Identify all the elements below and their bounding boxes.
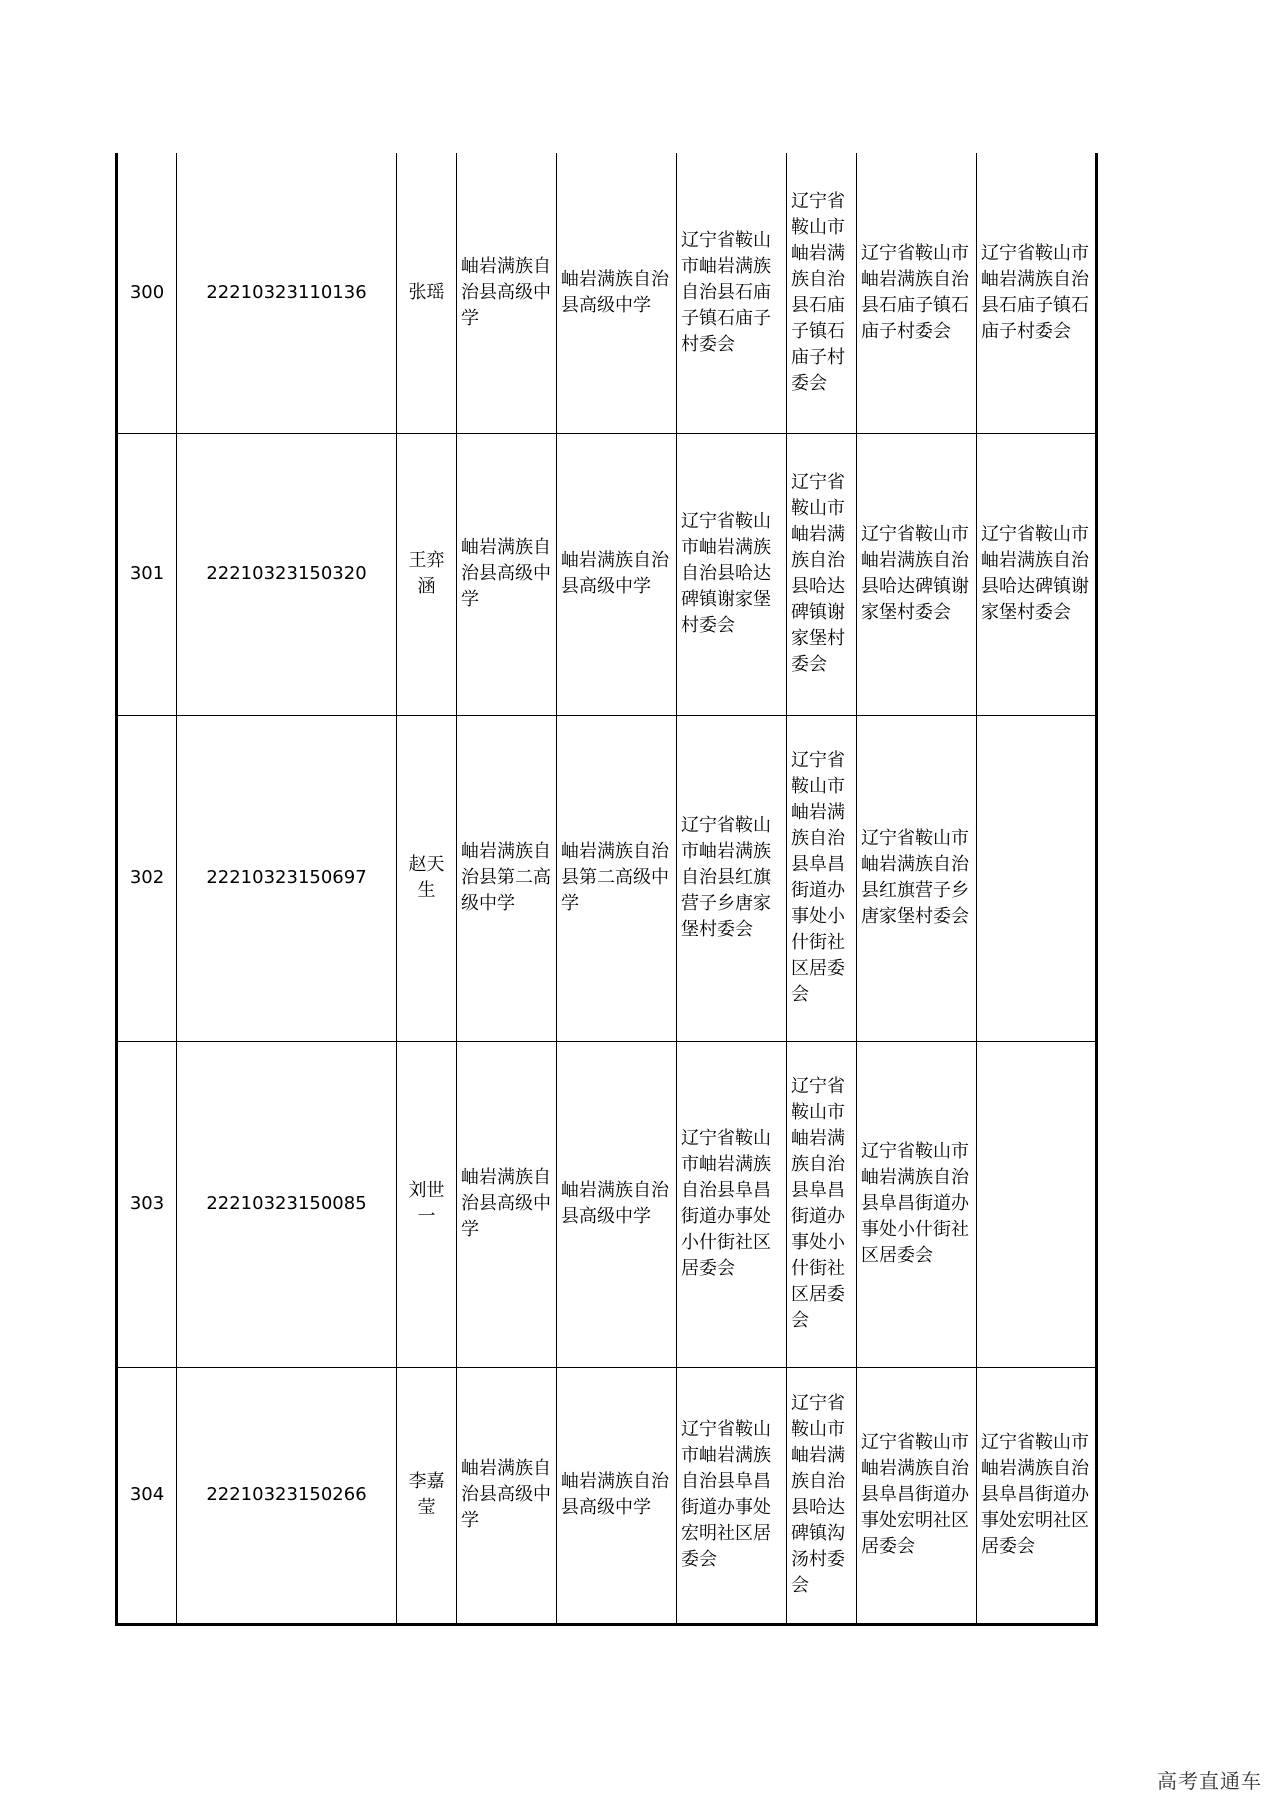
address-cell-1: 辽宁省鞍山市岫岩满族自治县哈达碑镇谢家堡村委会: [677, 433, 787, 715]
seq-cell: 302: [117, 715, 177, 1041]
table-row: [117, 1041, 1097, 1367]
school-cell-2: 岫岩满族自治县高级中学: [557, 433, 677, 715]
seq-cell: 301: [117, 433, 177, 715]
school-cell-2: 岫岩满族自治县高级中学: [557, 1041, 677, 1367]
seq-cell: 303: [117, 1041, 177, 1367]
address-cell-4: 辽宁省鞍山市岫岩满族自治县阜昌街道办事处宏明社区居委会: [977, 1367, 1097, 1624]
school-cell: 岫岩满族自治县高级中学: [457, 1367, 557, 1624]
address-cell-1: 辽宁省鞍山市岫岩满族自治县石庙子镇石庙子村委会: [677, 153, 787, 433]
address-cell-2: 辽宁省鞍山市岫岩满族自治县阜昌街道办事处小什街社区居委会: [787, 715, 857, 1041]
name-cell: 王弈涵: [397, 433, 457, 715]
table-row: [117, 433, 1097, 715]
roster-table: [115, 153, 1098, 1626]
school-cell: 岫岩满族自治县高级中学: [457, 1041, 557, 1367]
name-cell: 李嘉莹: [397, 1367, 457, 1624]
address-cell-3: 辽宁省鞍山市岫岩满族自治县阜昌街道办事处宏明社区居委会: [857, 1367, 977, 1624]
address-cell-4: [977, 715, 1097, 1041]
school-cell: 岫岩满族自治县高级中学: [457, 433, 557, 715]
address-cell-4: 辽宁省鞍山市岫岩满族自治县石庙子镇石庙子村委会: [977, 153, 1097, 433]
address-cell-1: 辽宁省鞍山市岫岩满族自治县红旗营子乡唐家堡村委会: [677, 715, 787, 1041]
school-cell: 岫岩满族自治县第二高级中学: [457, 715, 557, 1041]
school-cell-2: 岫岩满族自治县高级中学: [557, 1367, 677, 1624]
address-cell-2: 辽宁省鞍山市岫岩满族自治县哈达碑镇沟汤村委会: [787, 1367, 857, 1624]
table-row: [117, 715, 1097, 1041]
address-cell-3: 辽宁省鞍山市岫岩满族自治县阜昌街道办事处小什街社区居委会: [857, 1041, 977, 1367]
address-cell-3: 辽宁省鞍山市岫岩满族自治县红旗营子乡唐家堡村委会: [857, 715, 977, 1041]
address-cell-3: 辽宁省鞍山市岫岩满族自治县哈达碑镇谢家堡村委会: [857, 433, 977, 715]
address-cell-4: [977, 1041, 1097, 1367]
name-cell: 赵天生: [397, 715, 457, 1041]
watermark-text: 高考直通车: [1157, 1769, 1262, 1793]
address-cell-2: 辽宁省鞍山市岫岩满族自治县阜昌街道办事处小什街社区居委会: [787, 1041, 857, 1367]
school-cell-2: 岫岩满族自治县高级中学: [557, 153, 677, 433]
seq-cell: 304: [117, 1367, 177, 1624]
table-row: [117, 1367, 1097, 1624]
address-cell-1: 辽宁省鞍山市岫岩满族自治县阜昌街道办事处宏明社区居委会: [677, 1367, 787, 1624]
school-cell: 岫岩满族自治县高级中学: [457, 153, 557, 433]
address-cell-2: 辽宁省鞍山市岫岩满族自治县哈达碑镇谢家堡村委会: [787, 433, 857, 715]
seq-cell: 300: [117, 153, 177, 433]
address-cell-2: 辽宁省鞍山市岫岩满族自治县石庙子镇石庙子村委会: [787, 153, 857, 433]
exam-number-cell: 22210323150697: [177, 715, 397, 1041]
name-cell: 张瑶: [397, 153, 457, 433]
exam-number-cell: 22210323150266: [177, 1367, 397, 1624]
address-cell-1: 辽宁省鞍山市岫岩满族自治县阜昌街道办事处小什街社区居委会: [677, 1041, 787, 1367]
name-cell: 刘世一: [397, 1041, 457, 1367]
address-cell-3: 辽宁省鞍山市岫岩满族自治县石庙子镇石庙子村委会: [857, 153, 977, 433]
exam-number-cell: 22210323110136: [177, 153, 397, 433]
address-cell-4: 辽宁省鞍山市岫岩满族自治县哈达碑镇谢家堡村委会: [977, 433, 1097, 715]
exam-number-cell: 22210323150320: [177, 433, 397, 715]
table-row: [117, 153, 1097, 433]
school-cell-2: 岫岩满族自治县第二高级中学: [557, 715, 677, 1041]
exam-number-cell: 22210323150085: [177, 1041, 397, 1367]
